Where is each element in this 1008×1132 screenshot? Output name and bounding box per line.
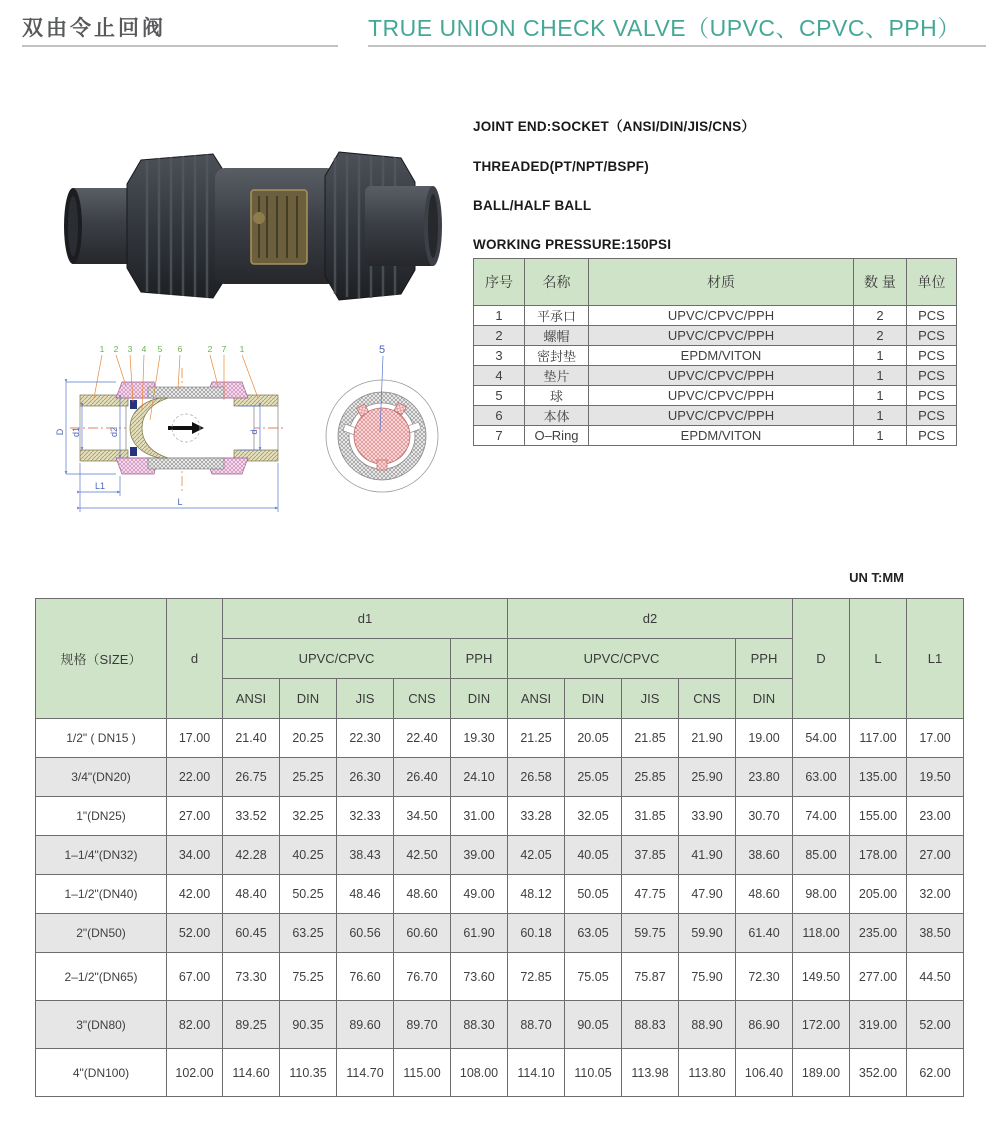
table-cell: 189.00 <box>793 1049 850 1097</box>
table-cell: UPVC/CPVC/PPH <box>589 366 854 386</box>
cross-section-view <box>55 344 284 512</box>
table-cell: 33.52 <box>223 797 280 836</box>
table-cell: 23.80 <box>736 758 793 797</box>
table-cell: 31.85 <box>622 797 679 836</box>
table-cell: 48.40 <box>223 875 280 914</box>
table-cell: 32.25 <box>280 797 337 836</box>
table-cell: 24.10 <box>451 758 508 797</box>
table-cell: 89.70 <box>394 1001 451 1049</box>
table-cell: PCS <box>907 326 957 346</box>
dim-col-L: L <box>850 599 907 719</box>
table-cell: 67.00 <box>167 953 223 1001</box>
table-cell: 1 <box>854 346 907 366</box>
table-cell: 149.50 <box>793 953 850 1001</box>
table-row <box>474 366 957 386</box>
table-cell: 114.60 <box>223 1049 280 1097</box>
table-cell: 47.90 <box>679 875 736 914</box>
photo-body <box>215 168 337 284</box>
table-cell: 22.00 <box>167 758 223 797</box>
ball-detail-view <box>326 344 438 492</box>
dim-std: JIS <box>622 679 679 719</box>
table-cell: 73.30 <box>223 953 280 1001</box>
table-cell: 38.50 <box>907 914 964 953</box>
table-cell: 21.90 <box>679 719 736 758</box>
table-cell: 52.00 <box>167 914 223 953</box>
table-cell: UPVC/CPVC/PPH <box>589 326 854 346</box>
table-cell: 88.83 <box>622 1001 679 1049</box>
table-cell: 75.05 <box>565 953 622 1001</box>
table-cell: 113.98 <box>622 1049 679 1097</box>
table-cell: 114.70 <box>337 1049 394 1097</box>
dim-group-d1: d1 <box>223 599 508 639</box>
svg-text:d: d <box>249 429 259 435</box>
table-cell: 4 <box>474 366 525 386</box>
detail-callout: 5 <box>378 344 386 356</box>
parts-col-no: 序号 <box>474 259 525 306</box>
table-cell: 60.60 <box>394 914 451 953</box>
table-cell: 23.00 <box>907 797 964 836</box>
svg-text:L1: L1 <box>94 481 106 491</box>
table-cell: PCS <box>907 386 957 406</box>
table-row <box>36 797 964 836</box>
table-cell: 38.43 <box>337 836 394 875</box>
title-underline-cn <box>22 45 338 47</box>
table-row <box>474 426 957 446</box>
spec-line-pressure: WORKING PRESSURE:150PSI <box>473 237 672 252</box>
parts-col-qty: 数 量 <box>854 259 907 306</box>
table-cell: 63.25 <box>280 914 337 953</box>
table-row <box>36 1001 964 1049</box>
table-cell: 2–1/2"(DN65) <box>36 953 167 1001</box>
table-cell: 48.60 <box>736 875 793 914</box>
table-cell: PCS <box>907 426 957 446</box>
table-cell: 60.56 <box>337 914 394 953</box>
product-photo <box>55 98 447 348</box>
table-cell: 22.30 <box>337 719 394 758</box>
table-cell: 178.00 <box>850 836 907 875</box>
table-cell: 277.00 <box>850 953 907 1001</box>
table-row <box>36 836 964 875</box>
table-cell: 76.60 <box>337 953 394 1001</box>
table-cell: 102.00 <box>167 1049 223 1097</box>
table-cell: 44.50 <box>907 953 964 1001</box>
table-cell: 54.00 <box>793 719 850 758</box>
table-cell: 32.05 <box>565 797 622 836</box>
table-cell: 74.00 <box>793 797 850 836</box>
table-cell: 60.18 <box>508 914 565 953</box>
table-cell: 63.00 <box>793 758 850 797</box>
table-cell: 40.05 <box>565 836 622 875</box>
dimensions-table <box>35 598 964 1097</box>
table-row <box>474 326 957 346</box>
table-cell: 98.00 <box>793 875 850 914</box>
table-cell: 26.30 <box>337 758 394 797</box>
spec-line-ball: BALL/HALF BALL <box>473 198 592 213</box>
dim-std: JIS <box>337 679 394 719</box>
table-row <box>36 914 964 953</box>
table-cell: 75.87 <box>622 953 679 1001</box>
dim-std: ANSI <box>223 679 280 719</box>
callout-numbers <box>100 344 245 354</box>
table-cell: 25.25 <box>280 758 337 797</box>
table-cell: 垫片 <box>525 366 589 386</box>
table-row <box>474 406 957 426</box>
svg-text:1: 1 <box>239 344 245 354</box>
table-row <box>474 386 957 406</box>
table-cell: 135.00 <box>850 758 907 797</box>
table-cell: 72.85 <box>508 953 565 1001</box>
table-cell: 50.25 <box>280 875 337 914</box>
table-cell: 7 <box>474 426 525 446</box>
table-cell: 90.05 <box>565 1001 622 1049</box>
table-cell: 41.90 <box>679 836 736 875</box>
spec-line-joint-end: JOINT END:SOCKET（ANSI/DIN/JIS/CNS） <box>473 119 756 134</box>
table-cell: 1 <box>854 386 907 406</box>
table-cell: 21.25 <box>508 719 565 758</box>
table-cell: 1/2" ( DN15 ) <box>36 719 167 758</box>
table-cell: 106.40 <box>736 1049 793 1097</box>
table-cell: 118.00 <box>793 914 850 953</box>
dim-std: DIN <box>736 679 793 719</box>
table-cell: 34.00 <box>167 836 223 875</box>
table-cell: 89.60 <box>337 1001 394 1049</box>
table-cell: 73.60 <box>451 953 508 1001</box>
table-cell: 76.70 <box>394 953 451 1001</box>
table-cell: 319.00 <box>850 1001 907 1049</box>
table-cell: 21.40 <box>223 719 280 758</box>
table-cell: 59.90 <box>679 914 736 953</box>
table-cell: 1 <box>474 306 525 326</box>
table-cell: 2 <box>474 326 525 346</box>
table-cell: 27.00 <box>907 836 964 875</box>
spec-lines <box>473 115 953 276</box>
dim-std: DIN <box>280 679 337 719</box>
table-cell: 2 <box>854 326 907 346</box>
table-cell: EPDM/VITON <box>589 346 854 366</box>
title-underline-en <box>368 45 986 47</box>
dim-group-d2: d2 <box>508 599 793 639</box>
table-cell: 49.00 <box>451 875 508 914</box>
table-cell: 75.90 <box>679 953 736 1001</box>
table-cell: 40.25 <box>280 836 337 875</box>
table-cell: 42.50 <box>394 836 451 875</box>
table-cell: 20.05 <box>565 719 622 758</box>
table-cell: 19.30 <box>451 719 508 758</box>
table-cell: 34.50 <box>394 797 451 836</box>
table-cell: 19.00 <box>736 719 793 758</box>
unit-note: UN T:MM <box>849 570 904 585</box>
table-cell: 61.40 <box>736 914 793 953</box>
table-cell: 117.00 <box>850 719 907 758</box>
table-cell: 30.70 <box>736 797 793 836</box>
table-cell: 205.00 <box>850 875 907 914</box>
technical-drawing <box>52 340 460 520</box>
table-row <box>36 719 964 758</box>
table-cell: 19.50 <box>907 758 964 797</box>
table-cell: 63.05 <box>565 914 622 953</box>
table-cell: 85.00 <box>793 836 850 875</box>
parts-col-name: 名称 <box>525 259 589 306</box>
svg-text:D: D <box>55 428 65 436</box>
svg-text:1: 1 <box>99 344 105 354</box>
table-cell: 39.00 <box>451 836 508 875</box>
dim-d1-pph: PPH <box>451 639 508 679</box>
table-cell: UPVC/CPVC/PPH <box>589 306 854 326</box>
table-cell: 110.05 <box>565 1049 622 1097</box>
dim-d2-pph: PPH <box>736 639 793 679</box>
table-cell: 235.00 <box>850 914 907 953</box>
table-cell: 33.28 <box>508 797 565 836</box>
table-cell: 88.90 <box>679 1001 736 1049</box>
table-cell: 90.35 <box>280 1001 337 1049</box>
table-cell: 平承口 <box>525 306 589 326</box>
dim-d2-upvc-cpvc: UPVC/CPVC <box>508 639 736 679</box>
table-cell: 32.33 <box>337 797 394 836</box>
table-cell: PCS <box>907 406 957 426</box>
svg-text:5: 5 <box>157 344 163 354</box>
dim-std: DIN <box>565 679 622 719</box>
svg-text:6: 6 <box>177 344 183 354</box>
table-cell: 本体 <box>525 406 589 426</box>
table-cell: PCS <box>907 346 957 366</box>
spec-line-threaded: THREADED(PT/NPT/BSPF) <box>473 159 649 174</box>
table-cell: 37.85 <box>622 836 679 875</box>
parts-col-material: 材质 <box>589 259 854 306</box>
table-row <box>474 346 957 366</box>
table-row <box>36 875 964 914</box>
dim-header-row-1 <box>36 599 964 639</box>
table-cell: 61.90 <box>451 914 508 953</box>
table-cell: 115.00 <box>394 1049 451 1097</box>
table-cell: 螺帽 <box>525 326 589 346</box>
table-cell: 89.25 <box>223 1001 280 1049</box>
table-cell: 1 <box>854 406 907 426</box>
table-cell: 82.00 <box>167 1001 223 1049</box>
table-cell: 50.05 <box>565 875 622 914</box>
table-cell: PCS <box>907 366 957 386</box>
dim-col-size: 规格（SIZE） <box>36 599 167 719</box>
table-cell: 21.85 <box>622 719 679 758</box>
table-cell: UPVC/CPVC/PPH <box>589 406 854 426</box>
table-cell: 108.00 <box>451 1049 508 1097</box>
svg-text:d2: d2 <box>109 426 119 438</box>
table-cell: 42.05 <box>508 836 565 875</box>
table-cell: 26.58 <box>508 758 565 797</box>
svg-text:7: 7 <box>221 344 227 354</box>
table-cell: 48.60 <box>394 875 451 914</box>
table-cell: 48.46 <box>337 875 394 914</box>
table-cell: 155.00 <box>850 797 907 836</box>
table-row <box>36 953 964 1001</box>
table-cell: 3 <box>474 346 525 366</box>
table-cell: 球 <box>525 386 589 406</box>
table-cell: 38.60 <box>736 836 793 875</box>
table-cell: EPDM/VITON <box>589 426 854 446</box>
table-cell: 42.00 <box>167 875 223 914</box>
table-cell: 3"(DN80) <box>36 1001 167 1049</box>
table-cell: 42.28 <box>223 836 280 875</box>
svg-text:4: 4 <box>141 344 147 354</box>
svg-text:2: 2 <box>113 344 119 354</box>
table-cell: 20.25 <box>280 719 337 758</box>
table-cell: 88.70 <box>508 1001 565 1049</box>
table-cell: 5 <box>474 386 525 406</box>
table-cell: 17.00 <box>167 719 223 758</box>
table-row <box>36 1049 964 1097</box>
table-cell: 48.12 <box>508 875 565 914</box>
table-cell: 密封垫 <box>525 346 589 366</box>
table-cell: 22.40 <box>394 719 451 758</box>
table-cell: 27.00 <box>167 797 223 836</box>
table-cell: 26.75 <box>223 758 280 797</box>
table-cell: 1"(DN25) <box>36 797 167 836</box>
table-cell: 25.85 <box>622 758 679 797</box>
table-row <box>474 306 957 326</box>
photo-left-union-nut <box>127 154 227 298</box>
svg-text:3: 3 <box>127 344 133 354</box>
page-title-cn: 双由令止回阀 <box>22 17 166 40</box>
table-cell: O–Ring <box>525 426 589 446</box>
dim-std: CNS <box>394 679 451 719</box>
table-cell: 72.30 <box>736 953 793 1001</box>
parts-col-unit: 单位 <box>907 259 957 306</box>
table-cell: 75.25 <box>280 953 337 1001</box>
dim-col-L1: L1 <box>907 599 964 719</box>
table-cell: 32.00 <box>907 875 964 914</box>
dim-std: DIN <box>451 679 508 719</box>
table-cell: 2 <box>854 306 907 326</box>
table-cell: 4"(DN100) <box>36 1049 167 1097</box>
dim-std: ANSI <box>508 679 565 719</box>
table-cell: 88.30 <box>451 1001 508 1049</box>
parts-table <box>473 258 957 446</box>
page-title-en: TRUE UNION CHECK VALVE（UPVC、CPVC、PPH） <box>368 15 961 41</box>
table-cell: 1–1/2"(DN40) <box>36 875 167 914</box>
table-cell: 62.00 <box>907 1049 964 1097</box>
table-cell: 2"(DN50) <box>36 914 167 953</box>
table-row <box>36 758 964 797</box>
parts-table-header-row <box>474 259 957 306</box>
table-cell: 1 <box>854 426 907 446</box>
table-cell: 52.00 <box>907 1001 964 1049</box>
table-cell: 60.45 <box>223 914 280 953</box>
table-cell: 1 <box>854 366 907 386</box>
table-cell: 26.40 <box>394 758 451 797</box>
table-cell: 86.90 <box>736 1001 793 1049</box>
photo-right-socket <box>365 186 442 266</box>
dim-d1-upvc-cpvc: UPVC/CPVC <box>223 639 451 679</box>
table-cell: 25.05 <box>565 758 622 797</box>
table-cell: 33.90 <box>679 797 736 836</box>
table-cell: 113.80 <box>679 1049 736 1097</box>
table-cell: 59.75 <box>622 914 679 953</box>
table-cell: 47.75 <box>622 875 679 914</box>
table-cell: 110.35 <box>280 1049 337 1097</box>
table-cell: 25.90 <box>679 758 736 797</box>
table-cell: UPVC/CPVC/PPH <box>589 386 854 406</box>
table-cell: 6 <box>474 406 525 426</box>
table-cell: 31.00 <box>451 797 508 836</box>
table-cell: 17.00 <box>907 719 964 758</box>
dim-col-D: D <box>793 599 850 719</box>
table-cell: 352.00 <box>850 1049 907 1097</box>
svg-text:L: L <box>177 497 183 507</box>
table-cell: 1–1/4"(DN32) <box>36 836 167 875</box>
table-cell: 172.00 <box>793 1001 850 1049</box>
table-cell: PCS <box>907 306 957 326</box>
table-cell: 3/4"(DN20) <box>36 758 167 797</box>
svg-text:2: 2 <box>207 344 213 354</box>
dim-col-d: d <box>167 599 223 719</box>
svg-text:d1: d1 <box>71 426 81 438</box>
table-cell: 114.10 <box>508 1049 565 1097</box>
dim-std: CNS <box>679 679 736 719</box>
